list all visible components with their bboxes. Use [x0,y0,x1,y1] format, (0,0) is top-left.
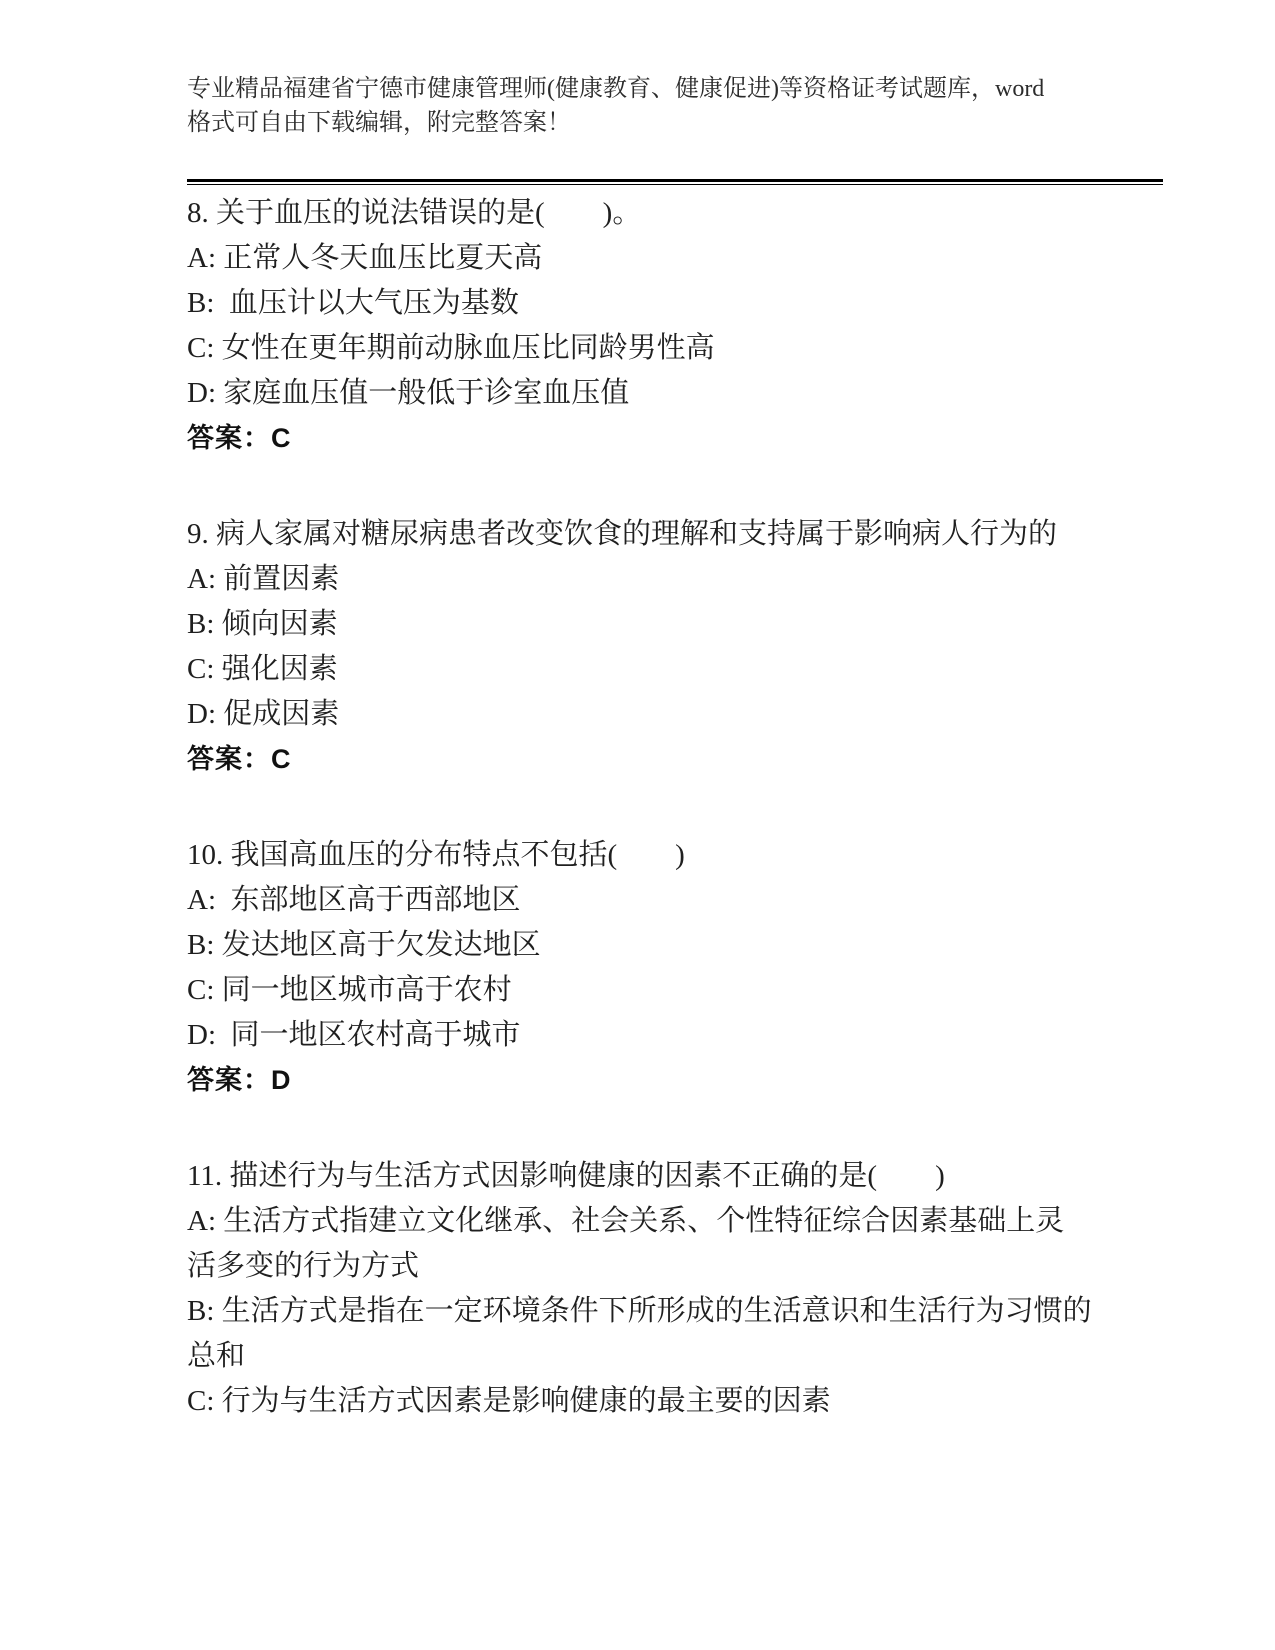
option-line: D: 促成因素 [187,698,340,730]
answer-line: 答案：C [187,744,292,774]
question-block [187,512,1163,782]
question-block [187,1154,1163,1424]
option-line: A: 生活方式指建立文化继承、社会关系、个性特征综合因素基础上灵活多变的行为方式 [187,1205,1065,1282]
option-line: C: 强化因素 [187,653,338,685]
doc-header-line-2: 格式可自由下载编辑，附完整答案！ [187,110,571,136]
option-line: C: 女性在更年期前动脉血压比同龄男性高 [187,332,715,364]
option-line: A: 东部地区高于西部地区 [187,884,521,916]
option-line: A: 正常人冬天血压比夏天高 [187,242,543,274]
doc-header-line-1: 专业精品福建省宁德市健康管理师(健康教育、健康促进)等资格证考试题库，word [187,76,1045,102]
doc-header [187,72,1087,140]
question-block [187,191,1163,461]
question-block [187,833,1163,1103]
option-line: B: 倾向因素 [187,608,338,640]
option-line: B: 生活方式是指在一定环境条件下所形成的生活意识和生活行为习惯的总和 [187,1295,1092,1372]
question-title: 9. 病人家属对糖尿病患者改变饮食的理解和支持属于影响病人行为的 [187,518,1058,550]
option-line: B: 血压计以大气压为基数 [187,287,519,319]
option-line: B: 发达地区高于欠发达地区 [187,929,541,961]
option-line: C: 同一地区城市高于农村 [187,974,512,1006]
option-line: D: 家庭血压值一般低于诊室血压值 [187,377,630,409]
option-line: A: 前置因素 [187,563,340,595]
option-line: C: 行为与生活方式因素是影响健康的最主要的因素 [187,1385,831,1417]
question-title: 10. 我国高血压的分布特点不包括( ) [187,839,685,871]
answer-line: 答案：C [187,423,292,453]
answer-line: 答案：D [187,1065,292,1095]
question-list [187,185,1163,1424]
option-line: D: 同一地区农村高于城市 [187,1019,521,1051]
question-title: 8. 关于血压的说法错误的是( )。 [187,197,642,229]
question-title: 11. 描述行为与生活方式因影响健康的因素不正确的是( ) [187,1160,945,1192]
